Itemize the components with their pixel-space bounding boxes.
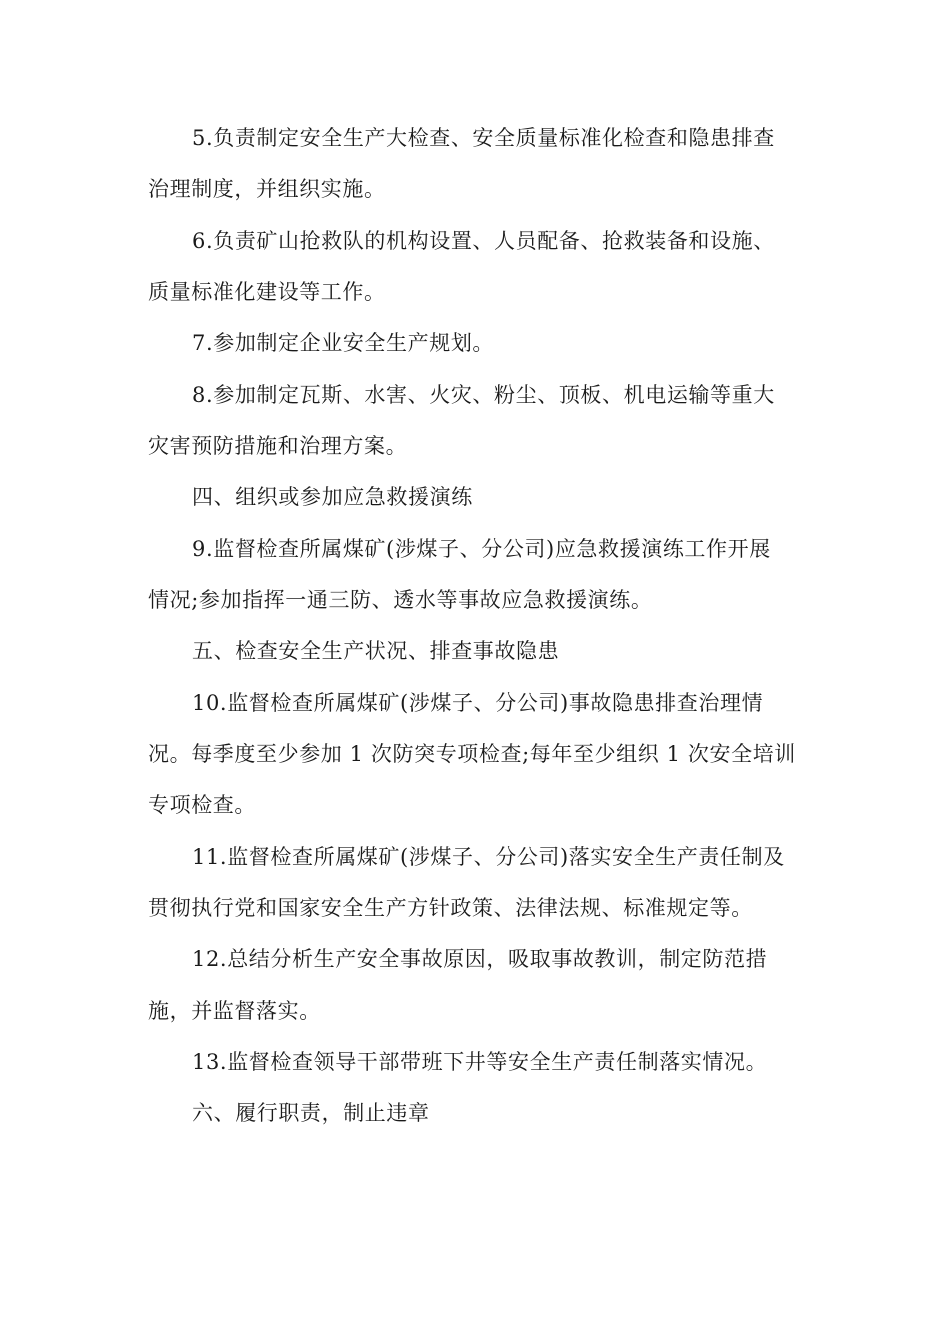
paragraph-12-line-2: 施，并监督落实。 (148, 999, 321, 1023)
paragraph-10-line-3: 专项检查。 (148, 793, 256, 817)
paragraph-12-line-1: 12.总结分析生产安全事故原因，吸取事故教训，制定防范措 (192, 947, 768, 971)
section-heading-4: 四、组织或参加应急救援演练 (192, 485, 473, 509)
paragraph-5-line-1: 5.负责制定安全生产大检查、安全质量标准化检查和隐患排查 (192, 126, 775, 150)
section-heading-6: 六、履行职责，制止违章 (192, 1101, 430, 1125)
paragraph-7-line-1: 7.参加制定企业安全生产规划。 (192, 331, 495, 355)
paragraph-10-line-2: 况。每季度至少参加 1 次防突专项检查;每年至少组织 1 次安全培训 (148, 742, 796, 766)
paragraph-8-line-2: 灾害预防措施和治理方案。 (148, 434, 408, 458)
paragraph-6-line-1: 6.负责矿山抢救队的机构设置、人员配备、抢救装备和设施、 (192, 229, 775, 253)
paragraph-6-line-2: 质量标准化建设等工作。 (148, 280, 386, 304)
paragraph-10-line-1: 10.监督检查所属煤矿(涉煤子、分公司)事故隐患排查治理情 (192, 691, 764, 715)
paragraph-13-line-1: 13.监督检查领导干部带班下井等安全生产责任制落实情况。 (192, 1050, 768, 1074)
paragraph-8-line-1: 8.参加制定瓦斯、水害、火灾、粉尘、顶板、机电运输等重大 (192, 383, 775, 407)
paragraph-11-line-2: 贯彻执行党和国家安全生产方针政策、法律法规、标准规定等。 (148, 896, 753, 920)
paragraph-11-line-1: 11.监督检查所属煤矿(涉煤子、分公司)落实安全生产责任制及 (192, 845, 785, 869)
paragraph-9-line-2: 情况;参加指挥一通三防、透水等事故应急救援演练。 (148, 588, 653, 612)
paragraph-5-line-2: 治理制度，并组织实施。 (148, 177, 386, 201)
section-heading-5: 五、检查安全生产状况、排查事故隐患 (192, 639, 560, 663)
paragraph-9-line-1: 9.监督检查所属煤矿(涉煤子、分公司)应急救援演练工作开展 (192, 537, 771, 561)
